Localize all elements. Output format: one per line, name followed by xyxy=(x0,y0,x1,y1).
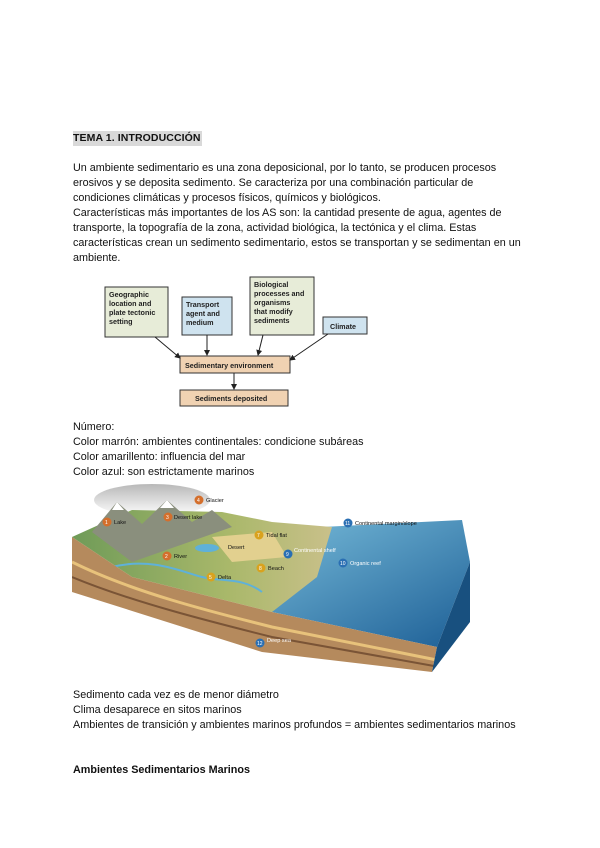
flowchart-box2-line2: agent and xyxy=(186,309,220,318)
legend-title: Número: xyxy=(73,421,115,433)
label-lake: Lake xyxy=(114,520,127,526)
label-beach: Beach xyxy=(268,566,284,572)
flowchart-box4-label: Climate xyxy=(330,322,356,331)
flowchart-box3-line2: processes and xyxy=(254,289,305,298)
marker-continental-shelf-number: 9 xyxy=(286,552,289,558)
label-tidal-flat: Tidal flat xyxy=(266,533,287,539)
flowchart-box1-line1: Geographic xyxy=(109,290,149,299)
intro-paragraph-1: Un ambiente sedimentario es una zona deposicional, por lo tanto, se producen procesos erosivos y se deposita sedimento. Se caracteriza por una combinación particular de condiciones climáticas y procesos físicos, químicos y biológicos. xyxy=(73,162,497,204)
marker-desert-lake-number: 3 xyxy=(166,515,169,521)
marker-glacier-number: 4 xyxy=(197,498,200,504)
note-3: Ambientes de transición y ambientes marinos profundos = ambientes sedimentarios marinos xyxy=(73,719,516,731)
flowchart-arrow-4 xyxy=(290,334,328,360)
intro-paragraphs xyxy=(73,161,533,266)
flowchart-box2-line3: medium xyxy=(186,318,214,327)
label-desert-lake: Desert lake xyxy=(174,515,203,521)
marker-delta-number: 5 xyxy=(209,575,212,581)
label-continental-margin: Continental margin/slope xyxy=(355,521,417,527)
flowchart-dep-label: Sediments deposited xyxy=(195,394,268,403)
label-continental-shelf: Continental shelf xyxy=(294,548,336,554)
flowchart-arrow-3 xyxy=(258,335,263,355)
section-heading: TEMA 1. INTRODUCCIÓN xyxy=(73,132,201,144)
flowchart-box1-line2: location and xyxy=(109,299,152,308)
flowchart-box3-line1: Biological xyxy=(254,280,289,289)
marker-continental-margin-number: 11 xyxy=(345,521,351,527)
flowchart-box2-line1: Transport xyxy=(186,300,220,309)
label-delta: Delta xyxy=(218,575,232,581)
marker-organic-reef-number: 10 xyxy=(340,561,346,567)
legend xyxy=(73,420,533,480)
label-glacier: Glacier xyxy=(206,498,224,504)
marker-lake-number: 1 xyxy=(105,520,108,526)
notes xyxy=(73,688,543,733)
sedimentary-environments-block-diagram xyxy=(72,482,470,672)
flowchart-env-label: Sedimentary environment xyxy=(185,361,274,370)
flowchart-box3-line5: sediments xyxy=(254,316,290,325)
subheading-marine-environments: Ambientes Sedimentarios Marinos xyxy=(73,764,250,776)
sedimentary-flowchart xyxy=(100,276,375,410)
lake-water xyxy=(195,544,219,552)
label-river: River xyxy=(174,554,188,560)
legend-blue: Color azul: son estrictamente marinos xyxy=(73,466,255,478)
label-organic-reef: Organic reef xyxy=(350,561,381,567)
flowchart-box1-line4: setting xyxy=(109,317,133,326)
label-desert: Desert xyxy=(228,545,245,551)
legend-brown: Color marrón: ambientes continentales: condicione subáreas xyxy=(73,436,364,448)
marker-tidal-flat-number: 7 xyxy=(257,533,260,539)
marker-deep-sea-number: 12 xyxy=(257,641,263,647)
intro-paragraph-2: Características más importantes de los AS son: la cantidad presente de agua, agentes de transporte, la topografía de la zona, actividad biológica, la tectónica y el clima. Estas características crean un sedimento sedimentario, estos se transportan y se sedimentan en un ambiente. xyxy=(73,207,521,264)
legend-yellow: Color amarillento: influencia del mar xyxy=(73,451,246,463)
marker-beach-number: 8 xyxy=(259,566,262,572)
note-2: Clima desaparece en sitos marinos xyxy=(73,704,242,716)
note-1: Sedimento cada vez es de menor diámetro xyxy=(73,689,279,701)
flowchart-arrow-1 xyxy=(155,337,180,358)
flowchart-box3-line4: that modify xyxy=(254,307,293,316)
flowchart-box1-line3: plate tectonic xyxy=(109,308,156,317)
flowchart-box3-line3: organisms xyxy=(254,298,291,307)
marker-river-number: 2 xyxy=(165,554,168,560)
label-deep-sea: Deep sea xyxy=(267,638,291,644)
